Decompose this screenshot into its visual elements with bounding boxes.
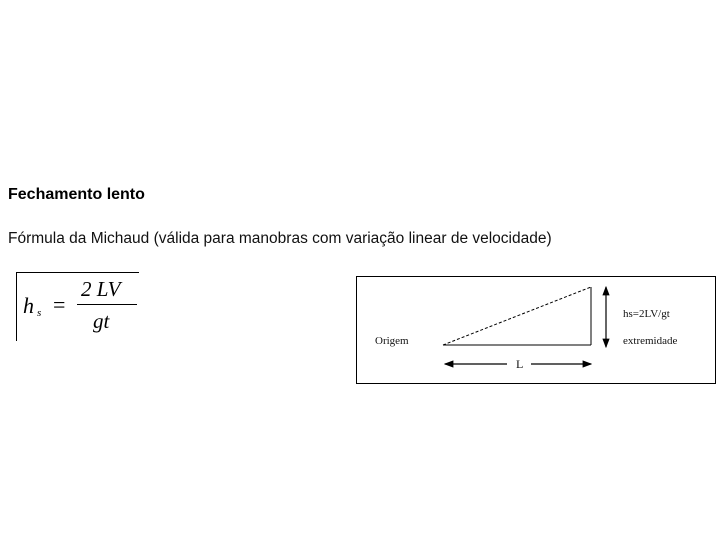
extremity-label: extremidade — [623, 335, 678, 347]
pressure-slope-line — [443, 287, 591, 345]
pressure-diagram — [356, 276, 716, 384]
diagram-drawing — [357, 277, 717, 385]
formula-equals: = — [53, 292, 66, 317]
michaud-formula — [16, 272, 139, 341]
formula-denominator: gt — [93, 309, 110, 333]
origin-label: Origem — [375, 335, 409, 347]
formula-lhs-symbol: h — [23, 293, 34, 318]
length-label: L — [516, 357, 524, 371]
section-heading: Fechamento lento — [8, 186, 145, 203]
fraction-bar — [77, 304, 137, 305]
formula-lhs-subscript: s — [37, 307, 42, 319]
height-formula-label: hs=2LV/gt — [623, 308, 670, 320]
formula-description: Fórmula da Michaud (válida para manobras com variação linear de velocidade) — [8, 230, 552, 247]
formula-numerator: 2 LV — [81, 277, 121, 301]
